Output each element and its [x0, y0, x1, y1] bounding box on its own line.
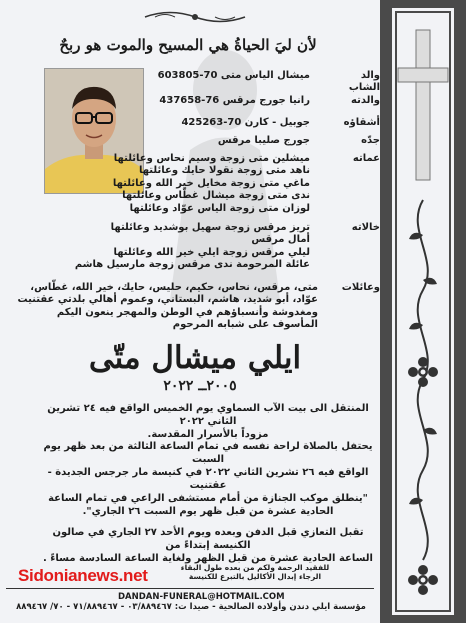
family-value: ميشال الياس متى 70-603805	[157, 70, 310, 81]
family-value: ميشلين متى زوجة وسيم نحاس وعائلتها ناهد متى زوجة نقولا حايك وعائلتها ماغي متى زوجة مخايل خير الله وعائلتها ندى متى زوجة ميشال غطّاس وعائلتها لوزان متى زوجة الياس عوّاد وعائلتها	[112, 153, 310, 214]
family-value: جوبيل - كارن 70-425263	[181, 117, 310, 128]
family-value: تريز مرقس زوجة سهيل بوشديد وعائلتها أمال مرقس ليلي مرقس زوجة ايلي خير الله وعائلتها عائلة المرحومة ندى مرقس زوجة مارسيل هاشم	[74, 222, 310, 271]
footer-text: مؤسسة ايلي دندن وأولاده الصالحية - صيدا ت: ٠٣/٨٨٩٤٦٧ - ٧١/٨٨٩٤٦٧ - ٧٠/ ٨٨٩٤٦٧	[16, 602, 366, 612]
paragraph-departure: المنتقل الى بيت الآب السماوي يوم الخميس الواقع فيه ٢٤ تشرين الثاني ٢٠٢٢ مزوداً بالأسرار المقدسة.	[47, 403, 369, 440]
family-label: عماته	[352, 153, 380, 164]
paragraph-service: يحتفل بالصلاة لراحة نفسه في تمام الساعة الثالثة من بعد ظهر يوم السبت الواقع فيه ٢٦ تشرين الثاني ٢٠٢٢ في كنيسة مار جرجس الجديدة - عقتنيت "ينطلق موكب الجنازة من أمام مستشفى الراعي في تمام الساعة الحادية عشرة من قبل ظهر يوم السبت ٢٦ الجاري".	[43, 441, 373, 517]
family-label: والدته	[351, 95, 380, 106]
watermark-site: Sidonianews.net	[18, 566, 148, 585]
family-label: والد الشاب	[348, 70, 380, 94]
family-value: رانيا جورج مرقس 76-437658	[159, 95, 310, 106]
family-label: وعائلات	[341, 282, 380, 293]
decorative-border	[380, 0, 466, 623]
life-years: ٢٠٠٥ــ ٢٠٢٢	[163, 378, 237, 394]
motto: لأن ليَ الحياةُ هي المسيح والموت هو ربحٌ	[59, 36, 317, 54]
family-label: خالاته	[351, 222, 380, 233]
family-value: متى، مرقس، نحاس، حكيم، حليس، حايك، خير الله، غطّاس، عوّاد، أبو شديد، هاشم، البستاني، وعموم أهالي بلدتي عقتنيت ومغدوشة وأنسباؤهم في الوطن والمهجر ينعون اليكم المأسوف على شبابه المرحوم	[17, 282, 318, 331]
deceased-name: ايلي ميشال متّى	[88, 340, 302, 376]
family-label: أشقاؤه	[343, 117, 380, 128]
notice-text: للفقيد الرحمة ولكم من بعده طول البقاء الرجاء إبدال الأكاليل بالتبرع للكنيسة	[180, 563, 330, 581]
family-label: جدّه	[361, 135, 380, 146]
family-value: جورج صليبا مرقس	[217, 135, 310, 146]
paragraph-condolences: تقبل التعازي قبل الدفن وبعده ويوم الأحد ٢٧ الجاري في صالون الكنيسة إبتداءً من الساعة الحادية عشرة من قبل الظهر ولغاية الساعة السادسة مساءً .	[43, 527, 373, 564]
ornament-icon	[140, 6, 250, 28]
footer-email: DANDAN-FUNERAL@HOTMAIL.COM	[118, 592, 285, 602]
footer-divider	[6, 588, 374, 589]
